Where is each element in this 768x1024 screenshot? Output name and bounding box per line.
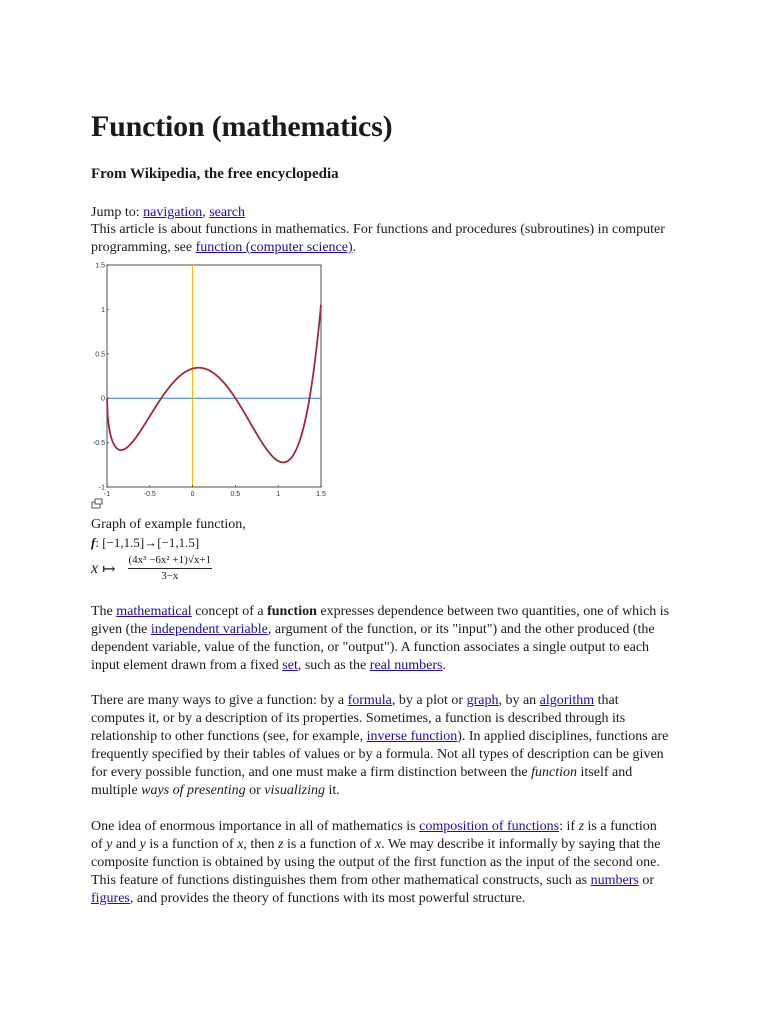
y-tick-label: 1.5	[95, 262, 105, 270]
y-tick-label: -0.5	[92, 440, 105, 448]
formula-fraction	[128, 554, 213, 583]
search-link[interactable]: search	[209, 205, 245, 220]
plot-frame	[107, 265, 321, 487]
y-tick-label: 1	[101, 306, 105, 314]
jump-separator: ,	[202, 205, 210, 220]
paragraph-definition: The mathematical concept of a function expresses dependence between two quantities, one of which is given (the independent variable, argument of the function, or its "input") and the other produced (the dependent variable, value of the function, or "output"). A function associates a single output to each input element drawn from a fixed set, such as the real numbers.	[91, 604, 670, 673]
formula-numerator: (4x³ −6x² +1)√x+1	[128, 554, 213, 569]
independent-variable-link[interactable]: independent variable	[150, 622, 268, 637]
paragraph-composition: One idea of enormous importance in all of mathematics is composition of functions: if z is a function of y and y is a function of x, then z is a function of x. We may describe it informally by saying that the composite function is obtained by using the output of the first function as the input of the second one. This feature of functions distinguishes them from other mathematical constructs, such as numbers or figures, and provides the theory of functions with its most powerful structure.	[91, 819, 661, 906]
x-tick-label: 0.5	[230, 491, 241, 498]
hatnote-text: This article is about functions in mathematics. For functions and procedures (subroutines) in computer programming, see	[91, 222, 665, 255]
function-graph[interactable]	[91, 258, 336, 503]
mathematical-link[interactable]: mathematical	[116, 604, 192, 619]
paragraph-representations: There are many ways to give a function: by a formula, by a plot or graph, by an algorithm that computes it, or by a description of its properties. Sometimes, a function is described through its relationship to other functions (see, for example, inverse function). In applied disciplines, functions are frequently specified by their tables of values or by a formula. Not all types of description can be given for every possible function, and one must make a firm distinction between the function itself and multiple ways of presenting or visualizing it.	[91, 693, 669, 798]
function-bold-term: function	[267, 604, 317, 619]
caption-text: Graph of example function,	[91, 517, 246, 532]
y-tick-label: -1	[98, 484, 105, 492]
formula-denominator: 3−x	[161, 570, 179, 582]
page-title: Function (mathematics)	[91, 110, 393, 143]
y-tick-label: 0	[101, 395, 105, 403]
numbers-link[interactable]: numbers	[590, 873, 639, 888]
y-tick-label: 0.5	[95, 351, 105, 359]
figures-link[interactable]: figures	[91, 891, 130, 906]
mapping-function-symbol: f	[91, 535, 96, 550]
algorithm-link[interactable]: algorithm	[539, 693, 595, 708]
x-tick-label: -0.5	[143, 491, 156, 498]
navigation-link[interactable]: navigation	[143, 205, 203, 220]
hatnote-text-end: .	[352, 240, 357, 255]
composition-of-functions-link[interactable]: composition of functions	[419, 819, 560, 834]
inverse-function-link[interactable]: inverse function	[366, 729, 458, 744]
function-computer-science-link[interactable]: function (computer science)	[195, 240, 353, 255]
formula-link[interactable]: formula	[347, 693, 392, 708]
figure-caption	[91, 516, 246, 552]
maps-to-symbol: ↦	[102, 560, 116, 578]
mapping-domain-range: : [−1,1.5]→[−1,1.5]	[95, 535, 200, 550]
caption-mapping	[91, 534, 246, 552]
page-subtitle: From Wikipedia, the free encyclopedia	[91, 166, 339, 182]
enlarge-icon[interactable]	[91, 498, 103, 510]
graph-link[interactable]: graph	[466, 693, 499, 708]
function-graph-svg	[91, 258, 336, 503]
set-link[interactable]: set	[282, 658, 298, 673]
real-numbers-link[interactable]: real numbers	[369, 658, 443, 673]
x-tick-label: 0	[190, 491, 195, 498]
jump-label: Jump to:	[91, 205, 144, 220]
x-tick-label: 1.5	[316, 491, 326, 498]
x-tick-label: -1	[103, 491, 111, 498]
function-formula	[91, 554, 212, 583]
hatnote	[91, 221, 671, 257]
x-tick-label: 1	[276, 491, 281, 498]
formula-variable: x	[91, 559, 99, 577]
jump-to-links	[91, 204, 245, 222]
